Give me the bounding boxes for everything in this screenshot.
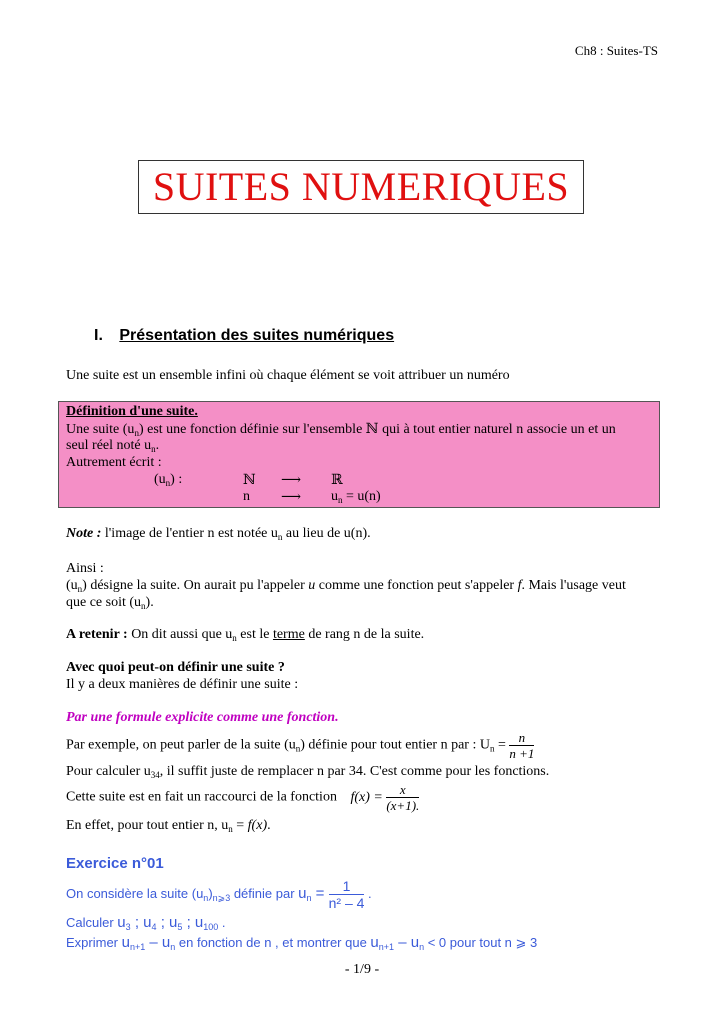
ainsi-line-3: que ce soit $(u_n)$.	[66, 595, 154, 611]
note-line: Note : l'image de l'entier n est notée $u_n$ au lieu de u(n).	[66, 526, 371, 542]
definition-line-2: seul réel noté $u_n$.	[66, 438, 160, 454]
exercise-line-3: Exprimer $u_{n+1} - u_n$ en fonction de n , et montrer que $u_{n+1} - u_n < 0$ pour tout n ⩾ 3	[66, 934, 538, 952]
map-name: $(u_n)$ :	[154, 472, 183, 488]
definition-line-1: Une suite $(u_n)$ est une fonction définie sur l'ensemble ℕ qui à tout entier naturel n associe un et un	[66, 422, 616, 438]
avec-line: Il y a deux manières de définir une suite :	[66, 677, 299, 692]
formule-heading: Par une formule explicite comme une fonction.	[66, 710, 339, 725]
avec-heading: Avec quoi peut-on définir une suite ?	[66, 660, 285, 675]
definition-box	[58, 401, 660, 508]
page-number: - 1/9 -	[344, 962, 380, 977]
ainsi-line-2: $(u_n)$ désigne la suite. On aurait pu l'appeler u comme une fonction peut s'appeler f. Mais l'usage veut	[66, 578, 626, 594]
map-arrow-1: ⟶	[281, 473, 302, 488]
fraction-x-over-x-plus-1: $\frac{x}{(x+1).}$	[386, 782, 420, 813]
section-number: I.	[94, 327, 103, 344]
page-title: SUITES NUMERIQUES	[138, 160, 584, 214]
ainsi-label: Ainsi :	[66, 561, 104, 576]
definition-line-3: Autrement écrit :	[66, 455, 162, 470]
map-codomain: ℝ	[331, 473, 343, 488]
retenir-line: A retenir : On dit aussi que $u_n$ est le terme de rang n de la suite.	[66, 627, 425, 643]
map-arrow-2: ⟶	[281, 490, 302, 505]
intro-text: Une suite est un ensemble infini où chaque élément se voit attribuer un numéro	[66, 368, 510, 383]
fraction-n-over-n-plus-1: $\frac{n}{n +1}$	[509, 730, 535, 761]
page-header: Ch8 : Suites-TS	[574, 43, 658, 58]
exercise-line-2: Calculer $u_3$ ; $u_4$ ; $u_5$ ; $u_{100}$ .	[66, 914, 226, 932]
section-title: Présentation des suites numériques	[119, 327, 395, 344]
fraction-1-over-n2-minus-4: $\frac{1}{\text{n² – 4}}$	[328, 878, 365, 911]
formule-example: Par exemple, on peut parler de la suite $(u_n)$ définie pour tout entier n par : $U_n$ = $\frac{n}{n +1}$	[66, 730, 535, 761]
exercise-line-1: On considère la suite $(u_n)_{n⩾3}$ définie par $u_n$ = $\frac{1}{\text{n² – 4}}$ .	[66, 878, 372, 911]
exercise-title: Exercice n°01	[66, 855, 164, 872]
map-n: n	[243, 489, 250, 504]
effet-line: En effet, pour tout entier n, $u_n = f(x)$.	[66, 818, 271, 834]
raccourci-line: Cette suite est en fait un raccourci de la fonction f(x) = $\frac{x}{(x+1).}$	[66, 782, 420, 813]
calcul-line: Pour calculer $u_{34}$, il suffit juste de remplacer n par 34. C'est comme pour les fonctions.	[66, 764, 550, 780]
section-heading	[94, 327, 394, 345]
map-domain: ℕ	[243, 473, 256, 488]
definition-heading: Définition d'une suite.	[66, 404, 198, 419]
map-u: $u_n = u(n)$	[331, 489, 381, 505]
